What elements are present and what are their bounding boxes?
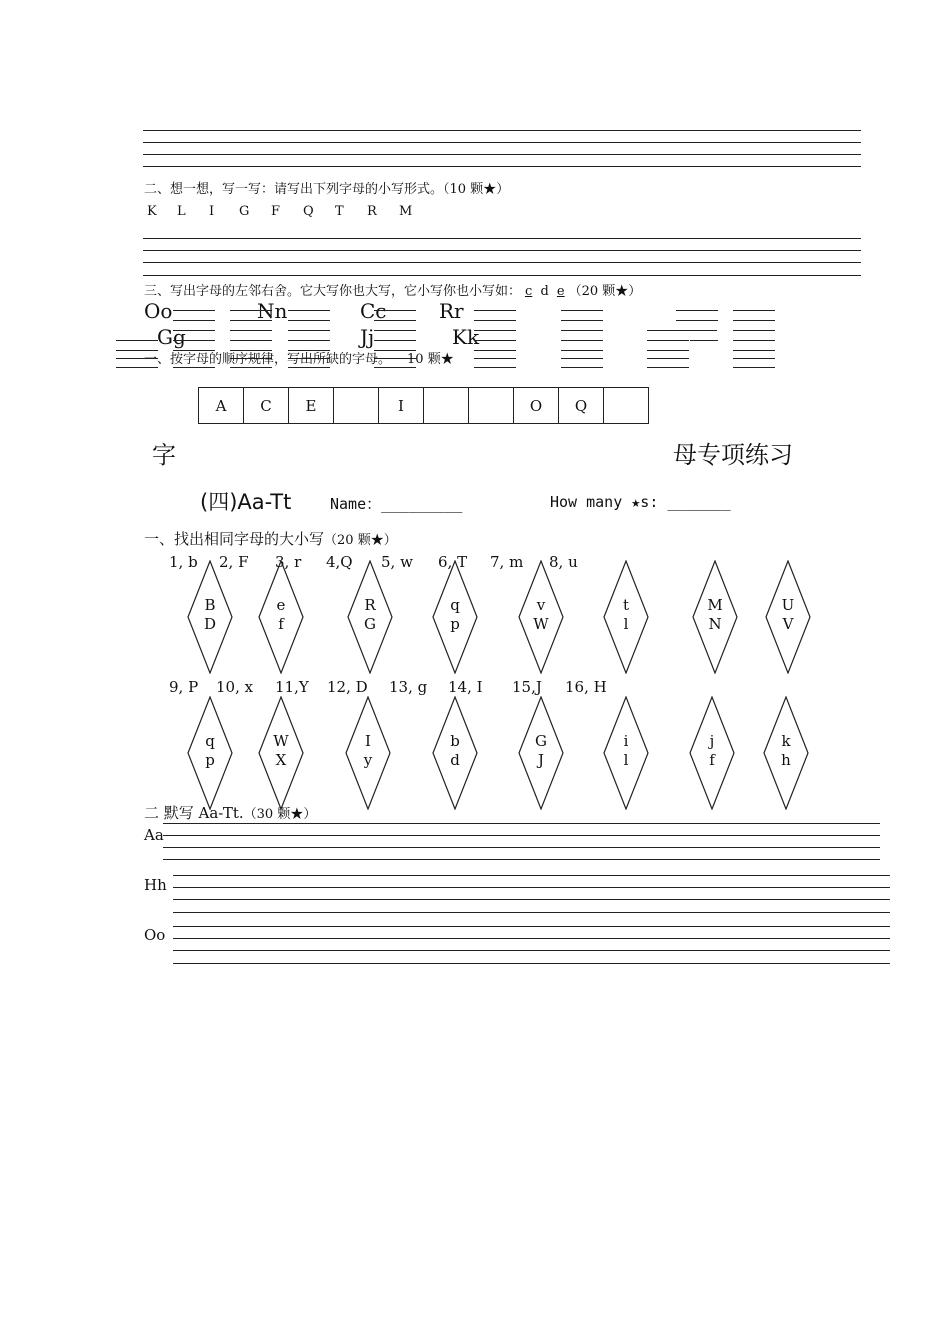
answer-blank[interactable]: [374, 340, 416, 341]
diamond-letter: d: [450, 751, 460, 769]
example-left: c: [525, 284, 533, 299]
example-right: e: [556, 284, 565, 299]
answer-blank[interactable]: [230, 367, 272, 368]
answer-blank[interactable]: [561, 340, 603, 341]
diamond-letter: k: [781, 732, 791, 750]
writing-line: [173, 963, 890, 964]
writing-line: [143, 275, 861, 276]
diamond-letter: q: [450, 596, 460, 614]
letter-diamond[interactable]: [187, 560, 233, 674]
question-label: 3, r: [275, 553, 302, 571]
question-label: 1, b: [169, 553, 198, 571]
writing-line: [163, 859, 880, 860]
answer-blank[interactable]: [474, 340, 516, 341]
title-right: 母专项练习: [673, 441, 793, 469]
answer-blank[interactable]: [733, 310, 775, 311]
answer-blank[interactable]: [647, 340, 689, 341]
question-label: 13, g: [389, 678, 428, 696]
dictation-label: Hh: [144, 876, 167, 894]
answer-blank[interactable]: [733, 358, 775, 359]
title-left: 字: [152, 441, 176, 469]
diamond-letter: j: [709, 732, 715, 750]
letter-diamond[interactable]: [603, 696, 649, 810]
diamond-letter: R: [364, 596, 376, 614]
answer-blank[interactable]: [374, 310, 416, 311]
section-3-text: 三、写出字母的左邻右舍。它大写你也大写，它小写你也小写如：: [144, 284, 522, 299]
writing-line: [173, 938, 890, 939]
diamond-letter: p: [450, 615, 460, 633]
question-label: 7, m: [490, 553, 524, 571]
diamond-letter: f: [709, 751, 715, 769]
writing-line: [163, 847, 880, 848]
diamond-letter: V: [782, 615, 794, 633]
example-mid: d: [540, 284, 549, 299]
letter: K: [147, 204, 157, 219]
letter: Q: [303, 204, 314, 219]
diamond-letter: l: [623, 615, 629, 633]
diamond-letter: I: [365, 732, 371, 750]
answer-blank[interactable]: [288, 340, 330, 341]
diamond-letter: G: [535, 732, 547, 750]
part-a-text: 一、找出相同字母的大小写: [144, 530, 325, 548]
diamond-letter: G: [364, 615, 376, 633]
letter-diamond[interactable]: [345, 696, 391, 810]
diamond-letter: X: [275, 751, 287, 769]
dictation-label: Oo: [144, 926, 166, 944]
answer-blank[interactable]: [647, 367, 689, 368]
section-2-heading: [144, 178, 509, 197]
stars-label: How many ★s:: [550, 493, 659, 511]
diamond-letter: f: [278, 615, 284, 633]
neighbour-letter: Rr: [439, 299, 464, 323]
neighbour-letter: Gg: [157, 325, 186, 349]
question-label: 12, D: [327, 678, 368, 696]
answer-blank[interactable]: [116, 340, 158, 341]
answer-blank[interactable]: [561, 358, 603, 359]
question-label: 9, P: [169, 678, 199, 696]
part-b-text: 二 默写 Aa-Tt.: [144, 804, 244, 822]
writing-line: [173, 899, 890, 900]
diamond-letter: l: [623, 751, 629, 769]
answer-blank[interactable]: [733, 340, 775, 341]
diamond-letter: B: [204, 596, 216, 614]
answer-blank[interactable]: [230, 310, 272, 311]
question-label: 15,J: [512, 678, 542, 696]
sequence-table: [198, 387, 649, 424]
diamond-letter: W: [273, 732, 289, 750]
answer-blank[interactable]: [288, 310, 330, 311]
letter: T: [335, 204, 344, 219]
part-a-stars: （20 颗★）: [324, 533, 397, 548]
letter-diamond[interactable]: [689, 696, 735, 810]
letter-diamond[interactable]: [765, 560, 811, 674]
writing-line: [173, 887, 890, 888]
question-label: 6, T: [438, 553, 468, 571]
letter-diamond[interactable]: [258, 560, 304, 674]
letter-diamond[interactable]: [763, 696, 809, 810]
diamond-letter: y: [363, 751, 373, 769]
answer-blank[interactable]: [733, 367, 775, 368]
answer-blank[interactable]: [676, 310, 718, 311]
section-3-heading: [144, 280, 641, 299]
letter: L: [177, 204, 186, 219]
answer-blank[interactable]: [647, 330, 717, 331]
letter: R: [367, 204, 377, 219]
worksheet-subtitle: (四)Aa-Tt: [200, 490, 292, 514]
sequence-cell: O: [514, 388, 559, 424]
neighbour-letter: Cc: [360, 299, 387, 323]
answer-blank[interactable]: [173, 310, 215, 311]
answer-blank[interactable]: [733, 350, 775, 351]
diamond-letter: J: [537, 751, 544, 769]
letter-diamond[interactable]: [432, 560, 478, 674]
answer-blank[interactable]: [474, 330, 516, 331]
answer-blank[interactable]: [288, 320, 330, 321]
answer-blank[interactable]: [288, 330, 330, 331]
answer-blank[interactable]: [647, 350, 689, 351]
answer-blank[interactable]: [690, 340, 718, 341]
letter-diamond[interactable]: [187, 696, 233, 810]
answer-blank[interactable]: [474, 320, 516, 321]
neighbour-letter: Kk: [452, 325, 480, 349]
section-3-stars: （20 颗★）: [568, 284, 642, 299]
answer-blank[interactable]: [374, 330, 416, 331]
writing-line: [143, 142, 861, 143]
diamond-letter: v: [536, 596, 546, 614]
letter: F: [271, 204, 281, 219]
writing-line: [143, 166, 861, 167]
part-b-stars: （30 颗★）: [243, 807, 317, 822]
name-blank[interactable]: _________: [381, 495, 463, 513]
writing-line: [143, 130, 861, 131]
section-2-text: 二、想一想，写一写：请写出下列字母的小写形式。: [144, 182, 444, 197]
sequence-cell[interactable]: [469, 388, 514, 424]
answer-blank[interactable]: [474, 367, 516, 368]
diamond-letter: i: [623, 732, 629, 750]
writing-line: [173, 950, 890, 951]
neighbour-letter: Oo: [144, 299, 173, 323]
diamond-letter: t: [622, 596, 630, 614]
diamond-letter: D: [203, 615, 217, 633]
sequence-cell: E: [289, 388, 334, 424]
answer-blank[interactable]: [647, 358, 689, 359]
diamond-letter: N: [708, 615, 722, 633]
letter: M: [399, 204, 413, 219]
letter-diamond[interactable]: [432, 696, 478, 810]
section-2-letters: [147, 204, 429, 219]
name-field[interactable]: [330, 493, 462, 514]
answer-blank[interactable]: [374, 367, 416, 368]
diamond-letter: h: [781, 751, 791, 769]
writing-line: [163, 823, 880, 824]
writing-line: [173, 912, 890, 913]
answer-blank[interactable]: [676, 320, 718, 321]
letter-diamond[interactable]: [692, 560, 738, 674]
letter-diamond[interactable]: [603, 560, 649, 674]
diamond-letter: M: [707, 596, 723, 614]
writing-line: [143, 262, 861, 263]
answer-blank[interactable]: [561, 350, 603, 351]
name-label: Name：: [330, 495, 382, 513]
stars-field[interactable]: [550, 493, 731, 511]
letter-diamond[interactable]: [258, 696, 304, 810]
diamond-letter: W: [533, 615, 549, 633]
diamond-letter: q: [205, 732, 215, 750]
question-label: 11,Y: [275, 678, 309, 696]
answer-blank[interactable]: [116, 367, 158, 368]
answer-blank[interactable]: [561, 310, 603, 311]
sequence-cell[interactable]: [604, 388, 649, 424]
letter: I: [209, 204, 215, 219]
question-label: 14, I: [448, 678, 483, 696]
part-b-heading: [144, 802, 316, 823]
answer-blank[interactable]: [173, 340, 215, 341]
answer-blank[interactable]: [474, 310, 516, 311]
dictation-label: Aa: [144, 826, 164, 844]
writing-line: [173, 926, 890, 927]
answer-blank[interactable]: [561, 330, 603, 331]
answer-blank[interactable]: [561, 367, 603, 368]
answer-blank[interactable]: [173, 367, 215, 368]
part-a-heading: [144, 528, 397, 549]
question-label: 10, x: [216, 678, 254, 696]
question-label: 5, w: [381, 553, 413, 571]
letter-diamond[interactable]: [347, 560, 393, 674]
answer-blank[interactable]: [173, 320, 215, 321]
diamond-letter: U: [781, 596, 795, 614]
diamond-letter: e: [276, 596, 286, 614]
answer-blank[interactable]: [288, 367, 330, 368]
sequence-cell: Q: [559, 388, 604, 424]
answer-blank[interactable]: [230, 330, 272, 331]
question-label: 4,Q: [326, 553, 353, 571]
answer-blank[interactable]: [561, 320, 603, 321]
section-1b-stars: 10 颗★: [407, 352, 454, 367]
answer-blank[interactable]: [733, 330, 775, 331]
sequence-cell: I: [379, 388, 424, 424]
answer-blank[interactable]: [733, 320, 775, 321]
writing-line: [143, 250, 861, 251]
letter-diamond[interactable]: [518, 696, 564, 810]
sequence-cell[interactable]: [334, 388, 379, 424]
answer-blank[interactable]: [374, 320, 416, 321]
section-1b-heading: [144, 348, 454, 367]
answer-blank[interactable]: [230, 340, 272, 341]
question-label: 8, u: [549, 553, 578, 571]
writing-line: [173, 875, 890, 876]
diamond-letter: b: [450, 732, 460, 750]
stars-blank[interactable]: _______: [667, 493, 731, 511]
writing-line: [143, 154, 861, 155]
sequence-cell: A: [199, 388, 244, 424]
sequence-cell: C: [244, 388, 289, 424]
section-1b-text: 一、按字母的顺序规律，写出所缺的字母。: [144, 352, 392, 367]
section-2-stars: （10 颗★）: [443, 182, 510, 197]
answer-blank[interactable]: [474, 358, 516, 359]
question-label: 16, H: [565, 678, 607, 696]
neighbour-letter: Nn: [257, 299, 288, 323]
letter-diamond[interactable]: [518, 560, 564, 674]
answer-blank[interactable]: [474, 350, 516, 351]
neighbour-letter: Jj: [360, 325, 375, 349]
answer-blank[interactable]: [230, 320, 272, 321]
letter: G: [239, 204, 250, 219]
writing-line: [163, 835, 880, 836]
question-label: 2, F: [219, 553, 249, 571]
diamond-letter: p: [205, 751, 215, 769]
answer-blank[interactable]: [173, 330, 215, 331]
writing-line: [143, 238, 861, 239]
sequence-cell[interactable]: [424, 388, 469, 424]
